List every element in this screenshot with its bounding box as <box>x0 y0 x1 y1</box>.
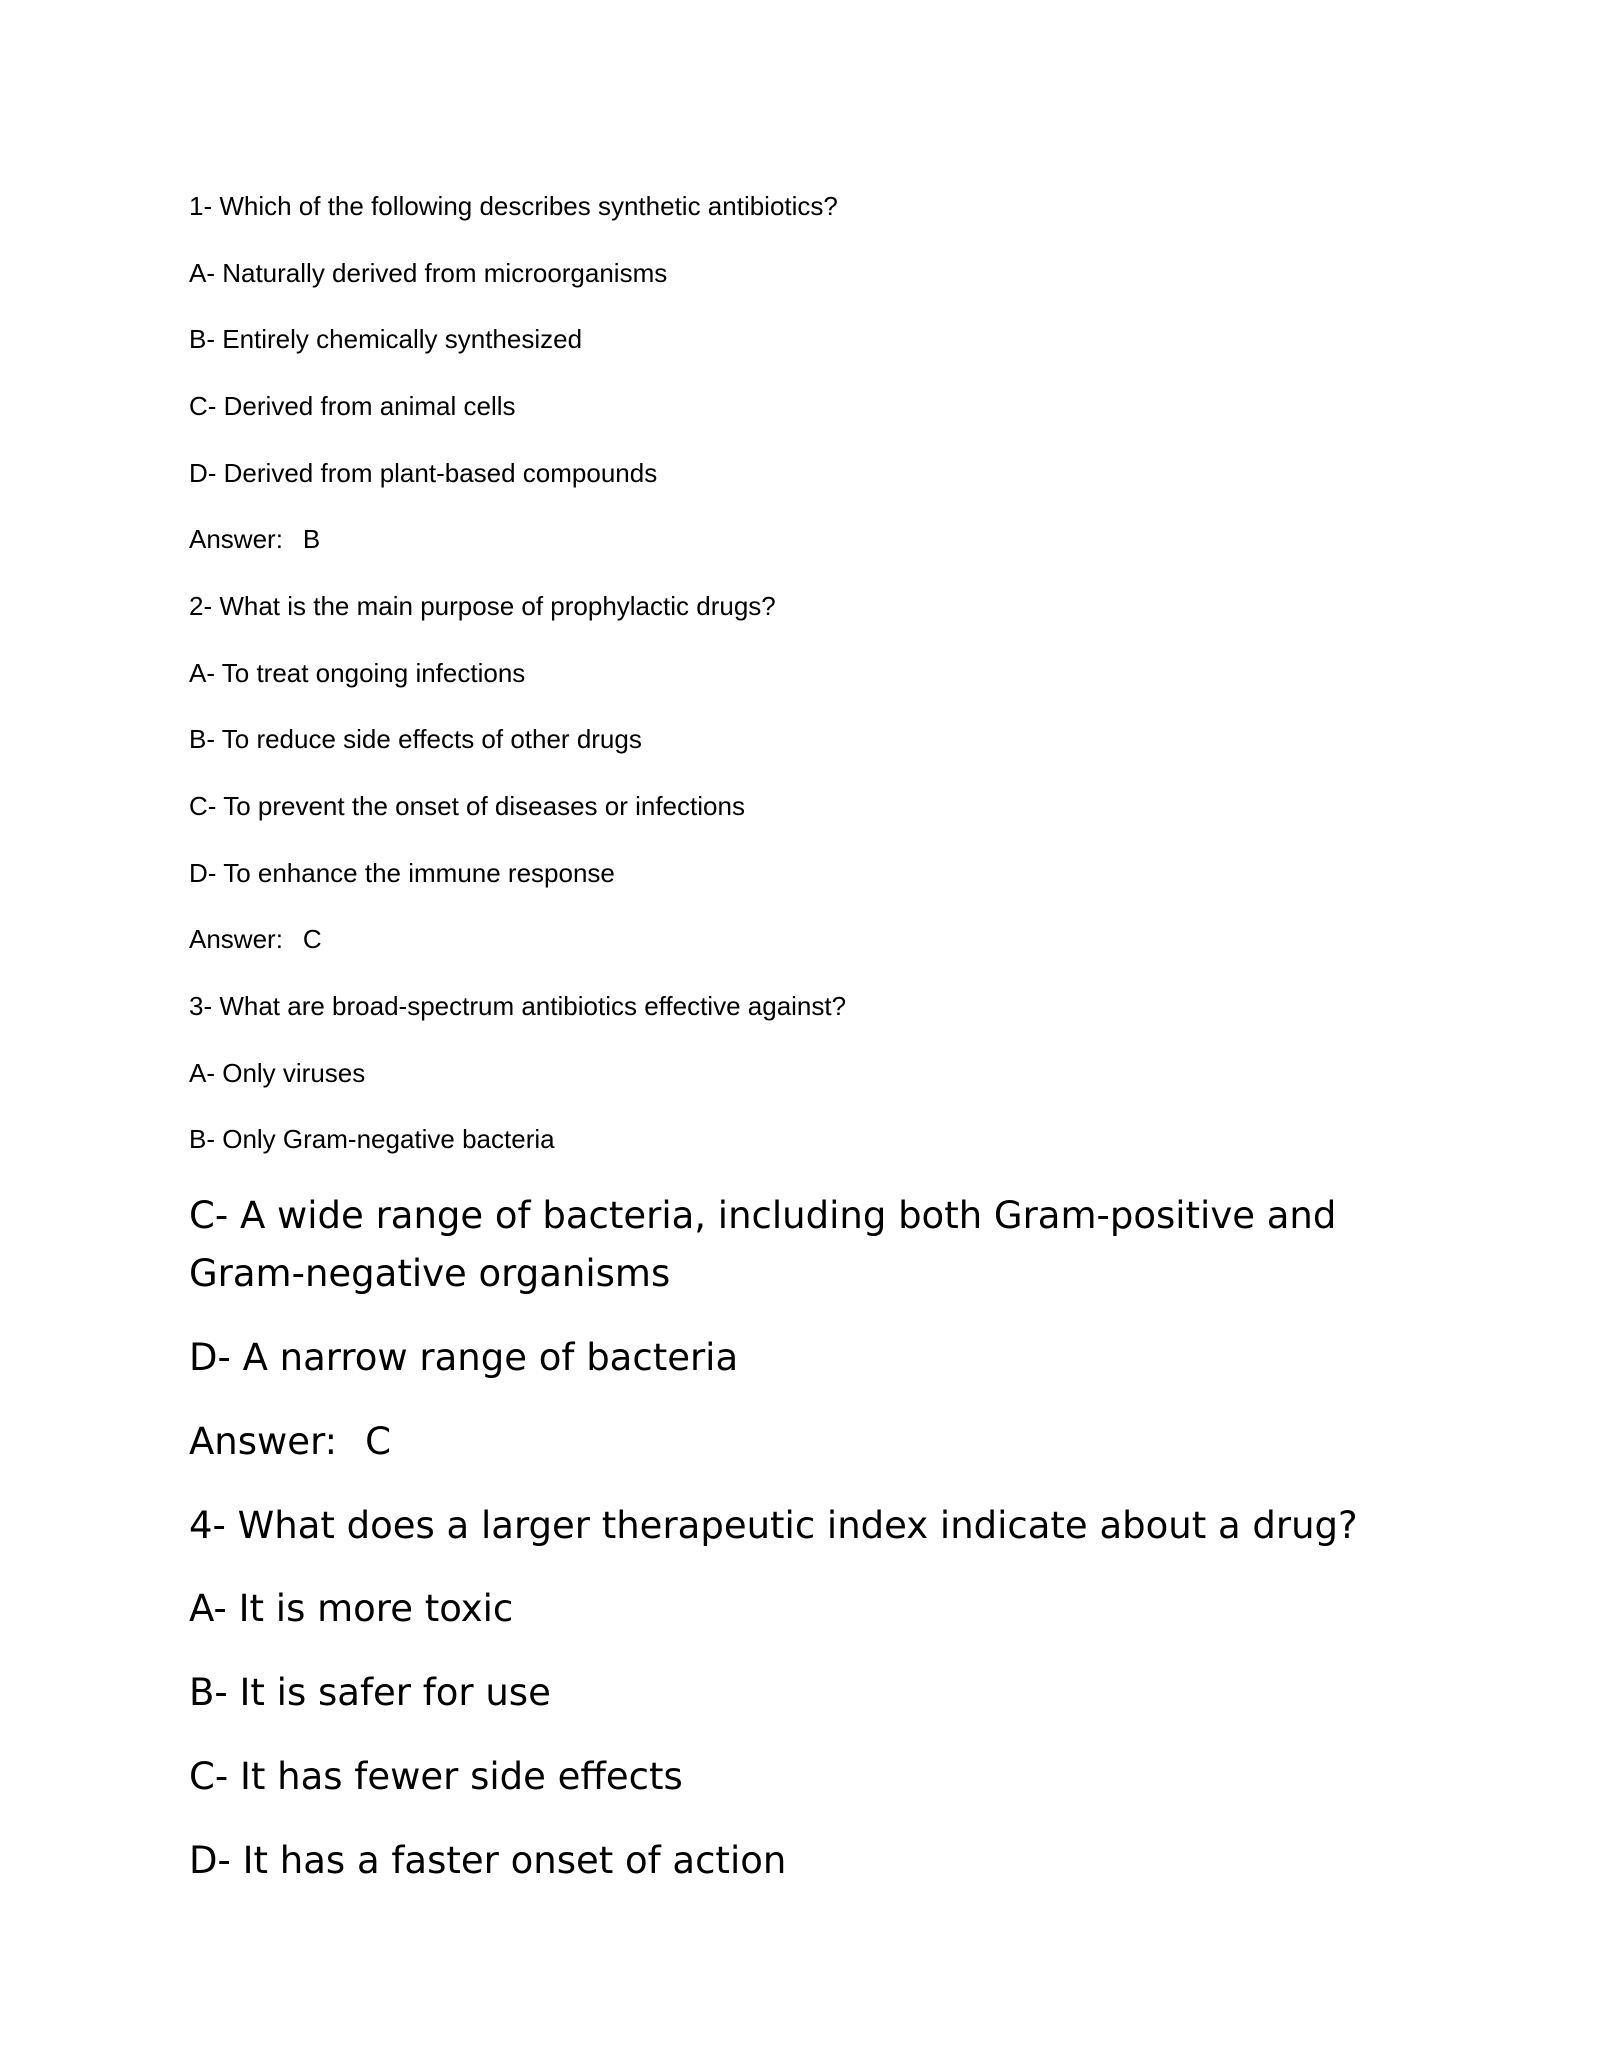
q2-answer <box>189 923 322 955</box>
q2-option-d: D- To enhance the immune response <box>189 858 615 888</box>
q2-option-c: C- To prevent the onset of diseases or infections <box>189 791 745 821</box>
q1-option-b: B- Entirely chemically synthesized <box>189 324 583 354</box>
q1-option-d: D- Derived from plant-based compounds <box>189 458 658 488</box>
answer-label: Answer: <box>189 1420 338 1463</box>
answer-value: C <box>302 924 322 954</box>
answer-label: Answer: <box>189 924 283 954</box>
q3-option-a: A- Only viruses <box>189 1058 366 1088</box>
q3-option-d: D- A narrow range of bacteria <box>189 1336 739 1379</box>
q1-option-c: C- Derived from animal cells <box>189 391 516 421</box>
question-4: 4- What does a larger therapeutic index indicate about a drug? <box>189 1504 1358 1547</box>
q3-option-c: C- A wide range of bacteria, including both Gram-positive and Gram-negative organisms <box>189 1194 1337 1295</box>
q2-option-b: B- To reduce side effects of other drugs <box>189 724 642 754</box>
q2-option-a: A- To treat ongoing infections <box>189 658 526 688</box>
q4-option-b: B- It is safer for use <box>189 1671 551 1714</box>
q1-option-a: A- Naturally derived from microorganisms <box>189 258 668 288</box>
answer-value: B <box>302 524 321 554</box>
q3-answer <box>189 1413 1409 1471</box>
answer-value: C <box>365 1420 391 1463</box>
q1-answer <box>189 523 320 555</box>
q4-option-d: D- It has a faster onset of action <box>189 1839 787 1882</box>
q4-option-c: C- It has fewer side effects <box>189 1755 683 1798</box>
question-1: 1- Which of the following describes synthetic antibiotics? <box>189 191 838 221</box>
q3-option-b: B- Only Gram-negative bacteria <box>189 1124 555 1154</box>
q4-option-a: A- It is more toxic <box>189 1587 514 1630</box>
answer-label: Answer: <box>189 524 283 554</box>
question-2: 2- What is the main purpose of prophylactic drugs? <box>189 591 776 621</box>
question-3: 3- What are broad-spectrum antibiotics effective against? <box>189 991 847 1021</box>
